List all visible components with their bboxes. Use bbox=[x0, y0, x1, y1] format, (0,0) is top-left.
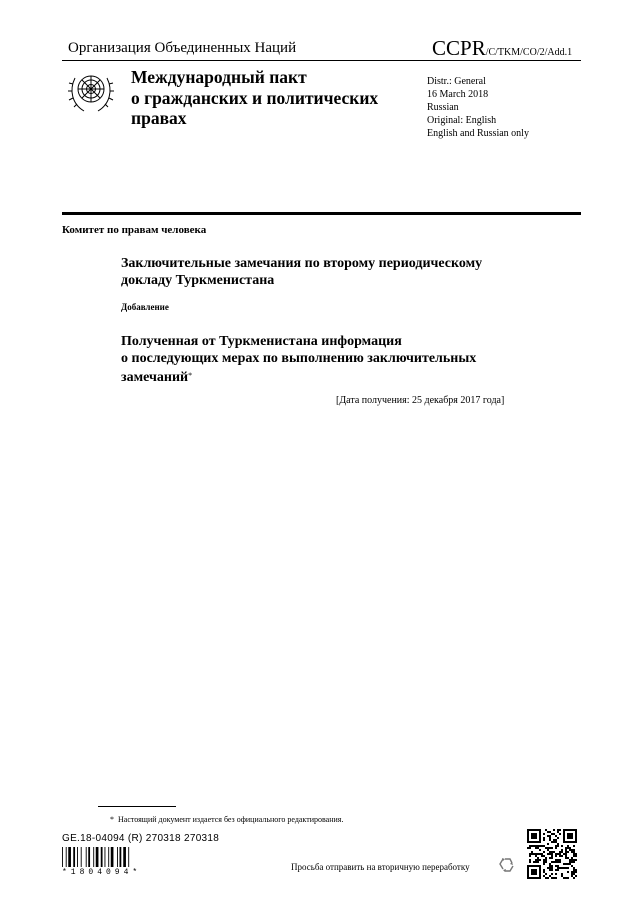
header-rule bbox=[62, 60, 581, 61]
subtitle-line: о последующих мерах по выполнению заключительных bbox=[121, 351, 477, 366]
recycle-icon bbox=[497, 855, 517, 875]
recycle-note: Просьба отправить на вторичную переработку bbox=[291, 862, 470, 872]
distr-original: Original: English bbox=[427, 115, 497, 126]
treaty-line: Международный пакт bbox=[131, 67, 307, 87]
date-received: [Дата получения: 25 декабря 2017 года] bbox=[336, 395, 505, 406]
subtitle-line: замечаний bbox=[121, 370, 189, 385]
footnote-mark: * bbox=[110, 815, 114, 824]
distr-date: 16 March 2018 bbox=[427, 89, 489, 100]
barcode-icon bbox=[62, 847, 152, 867]
distr-line: Distr.: General bbox=[427, 76, 486, 87]
addendum-label: Добавление bbox=[121, 302, 169, 312]
symbol-main: CCPR bbox=[432, 36, 486, 60]
job-number: GE.18-04094 (R) 270318 270318 bbox=[62, 833, 220, 844]
symbol-suffix: /C/TKM/CO/2/Add.1 bbox=[485, 47, 573, 58]
distr-languages: English and Russian only bbox=[427, 128, 529, 139]
distr-language: Russian bbox=[427, 102, 459, 113]
document-subtitle bbox=[121, 333, 541, 386]
title-line: Заключительные замечания по второму периодическому bbox=[121, 256, 483, 271]
document-title bbox=[121, 255, 482, 289]
un-emblem-icon bbox=[66, 66, 116, 116]
section-rule bbox=[62, 212, 581, 215]
subtitle-line: Полученная от Туркменистана информация bbox=[121, 334, 402, 349]
distribution-block bbox=[427, 75, 529, 140]
title-line: докладу Туркменистана bbox=[121, 273, 275, 288]
document-symbol bbox=[432, 36, 572, 61]
committee-name: Комитет по правам человека bbox=[62, 224, 207, 236]
qr-code-icon bbox=[527, 829, 577, 879]
treaty-line: о гражданских и политических bbox=[131, 87, 379, 108]
barcode-text: *1804094* bbox=[62, 868, 142, 877]
footnote-rule bbox=[98, 806, 176, 807]
footnote-marker: * bbox=[188, 371, 193, 380]
organization-name: Организация Объединенных Наций bbox=[68, 40, 297, 56]
footnote bbox=[110, 815, 343, 824]
treaty-title bbox=[131, 67, 378, 129]
treaty-line: правах bbox=[131, 108, 187, 128]
footnote-text: Настоящий документ издается без официального редактирования. bbox=[118, 815, 344, 824]
